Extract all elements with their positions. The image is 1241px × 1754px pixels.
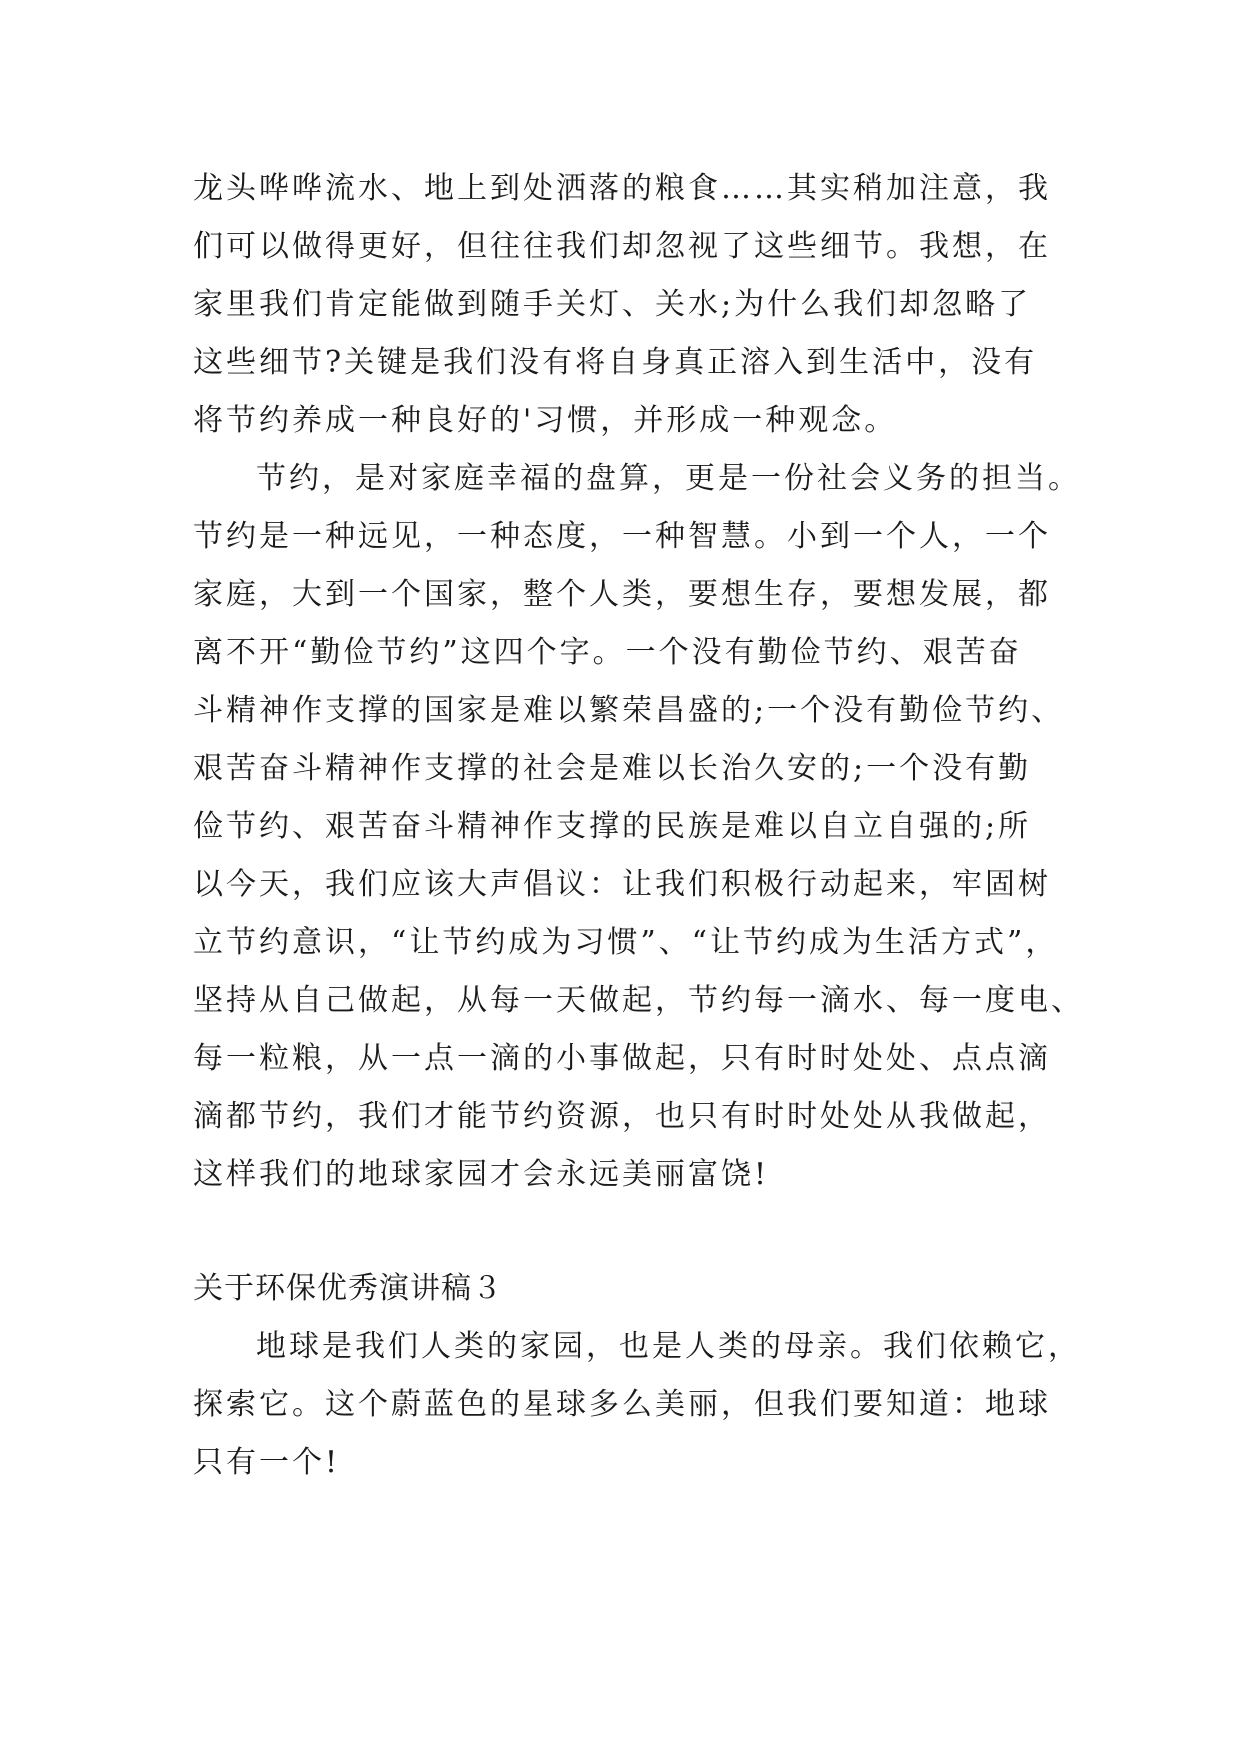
paragraph-line: 俭节约、艰苦奋斗精神作支撑的民族是难以自立自强的;所 bbox=[193, 809, 1032, 844]
paragraph-line: 将节约养成一种良好的'习惯，并形成一种观念。 bbox=[193, 403, 898, 438]
text-column bbox=[193, 160, 1084, 1492]
paragraph-line: 探索它。这个蔚蓝色的星球多么美丽，但我们要知道：地球 bbox=[193, 1387, 1051, 1422]
paragraph-line: 滴都节约，我们才能节约资源，也只有时时处处从我做起， bbox=[193, 1099, 1051, 1134]
paragraph-line: 坚持从自己做起，从每一天做起，节约每一滴水、每一度电、 bbox=[193, 983, 1084, 1018]
paragraph-line: 节约，是对家庭幸福的盘算，更是一份社会义务的担当。 bbox=[256, 461, 1081, 496]
paragraph-line: 节约是一种远见，一种态度，一种智慧。小到一个人，一个 bbox=[193, 519, 1051, 554]
paragraph-line: 家庭，大到一个国家，整个人类，要想生存，要想发展，都 bbox=[193, 577, 1051, 612]
paragraph-line: 以今天，我们应该大声倡议：让我们积极行动起来，牢固树 bbox=[193, 867, 1051, 902]
section-heading: 关于环保优秀演讲稿３ bbox=[193, 1271, 503, 1306]
paragraph-line: 立节约意识，“让节约成为习惯”、“让节约成为生活方式”， bbox=[193, 925, 1059, 960]
paragraph-line: 这些细节?关键是我们没有将自身真正溶入到生活中，没有 bbox=[193, 345, 1038, 380]
paragraph-line: 地球是我们人类的家园，也是人类的母亲。我们依赖它， bbox=[256, 1329, 1081, 1364]
paragraph-line: 艰苦奋斗精神作支撑的社会是难以长治久安的;一个没有勤 bbox=[193, 751, 1032, 786]
paragraph-line: 斗精神作支撑的国家是难以繁荣昌盛的;一个没有勤俭节约、 bbox=[193, 693, 1065, 728]
paragraph-3 bbox=[193, 1318, 1081, 1492]
paragraph-2 bbox=[193, 450, 1084, 1204]
paragraph-line: 这样我们的地球家园才会永远美丽富饶! bbox=[193, 1157, 770, 1192]
paragraph-1 bbox=[193, 160, 1063, 450]
paragraph-line: 每一粒粮，从一点一滴的小事做起，只有时时处处、点点滴 bbox=[193, 1041, 1051, 1076]
paragraph-line: 家里我们肯定能做到随手关灯、关水;为什么我们却忽略了 bbox=[193, 287, 1032, 322]
paragraph-line: 们可以做得更好，但往往我们却忽视了这些细节。我想，在 bbox=[193, 229, 1051, 264]
paragraph-line: 离不开“勤俭节约”这四个字。一个没有勤俭节约、艰苦奋 bbox=[193, 635, 1022, 670]
paragraph-line: 龙头哗哗流水、地上到处洒落的粮食……其实稍加注意，我 bbox=[193, 171, 1051, 206]
paragraph-line: 只有一个! bbox=[193, 1445, 341, 1480]
